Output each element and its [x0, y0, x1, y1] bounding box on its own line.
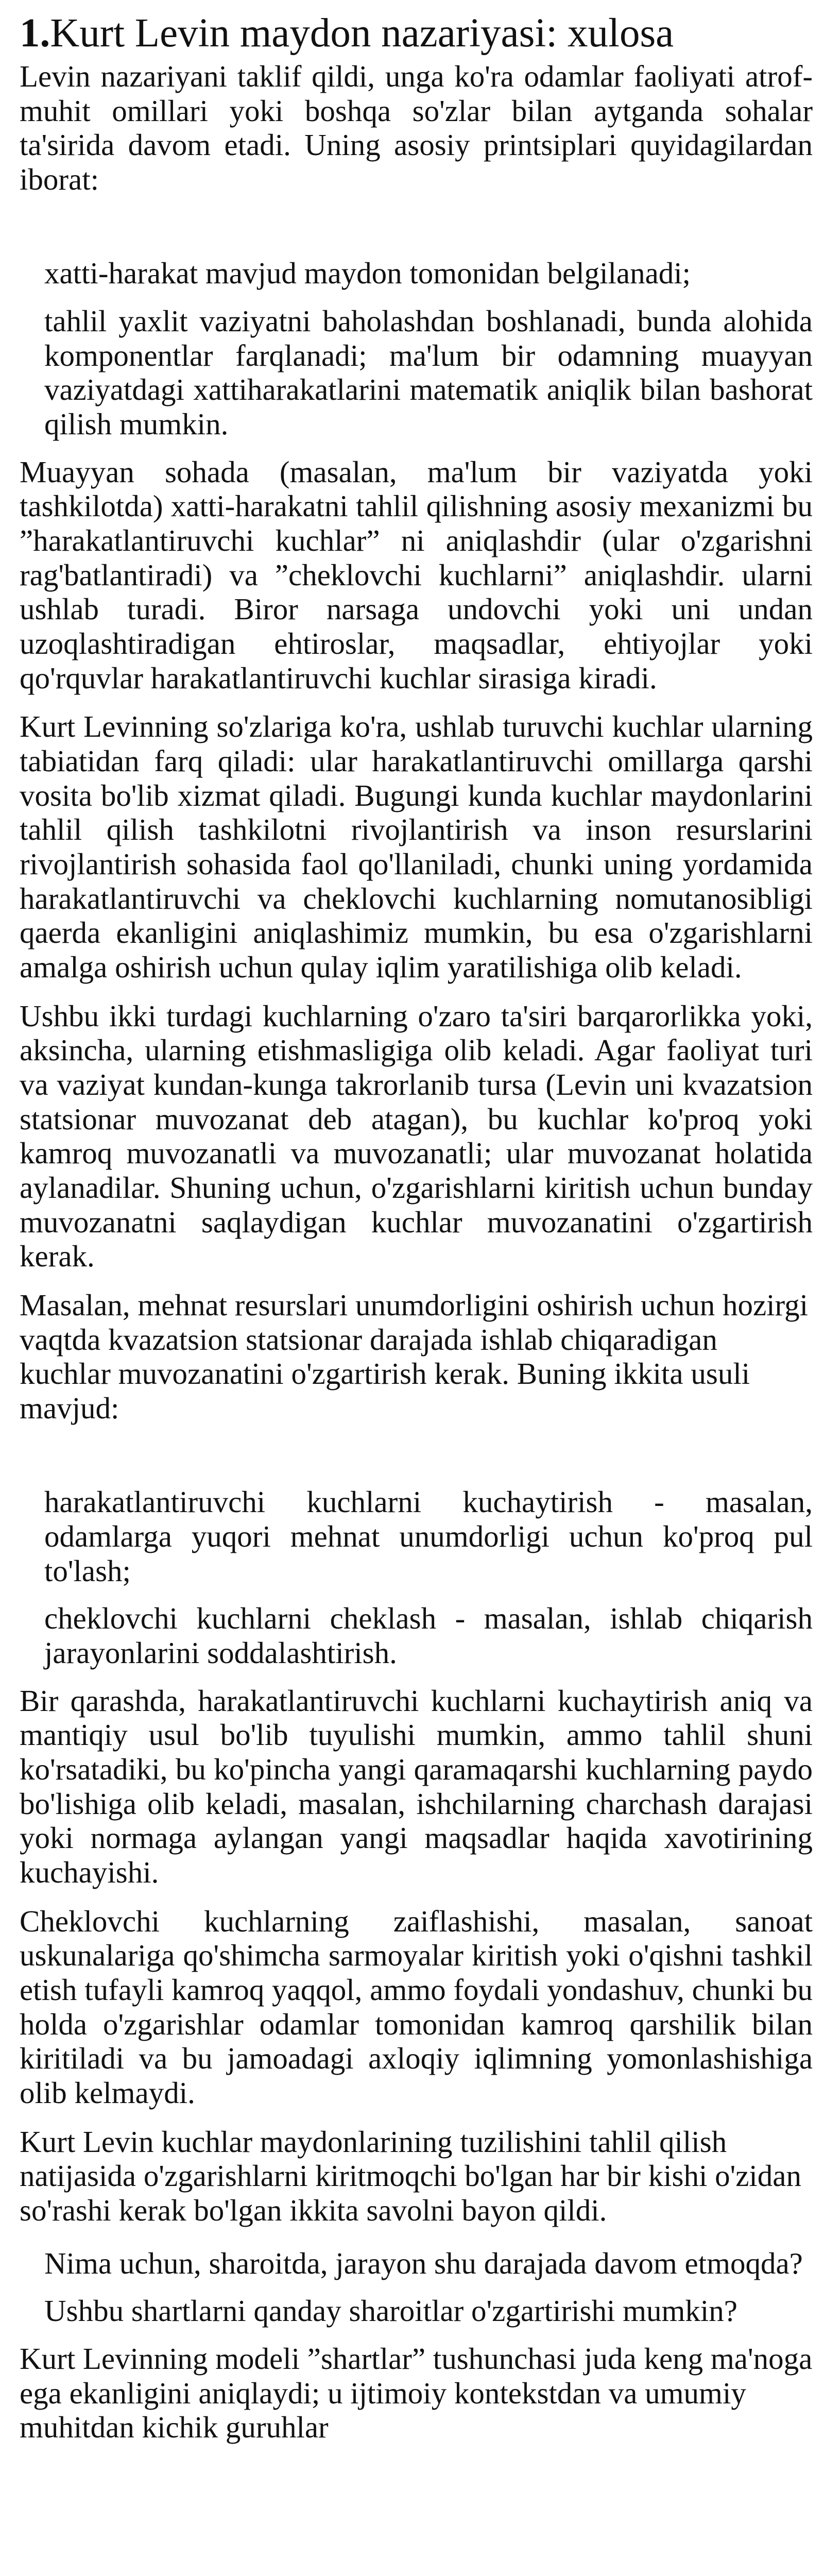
- first-glance-paragraph: Bir qarashda, harakatlantiruvchi kuchlarni kuchaytirish aniq va mantiqiy usul bo'lib tuyulishi mumkin, ammo tahlil shuni ko'rsatadiki, bu ko'pincha yangi qaramaqarshi kuchlarning paydo bo'lishiga olib keladi, masalan, ishchilarning charchash darajasi yoki normaga aylangan yangi maqsadlar haqida xavotirining kuchayishi.: [20, 1683, 813, 1890]
- question-item: Nima uchun, sharoitda, jarayon shu darajada davom etmoqda?: [44, 2246, 803, 2280]
- method-item: harakatlantiruvchi kuchlarni kuchaytirish - masalan, odamlarga yuqori mehnat unumdorligi uchun ko'proq pul to'lash;: [44, 1485, 813, 1588]
- principle-item: xatti-harakat mavjud maydon tomonidan belgilanadi;: [44, 256, 691, 291]
- title-text: Kurt Levin maydon nazariyasi: xulosa: [50, 11, 674, 56]
- page-title: [20, 10, 813, 57]
- weakening-paragraph: Cheklovchi kuchlarning zaiflashishi, masalan, sanoat uskunalariga qo'shimcha sarmoyalar kiritish yoki o'qishni tashkil etish tufayli kamroq yaqqol, ammo foydali yondashuv, chunki bu holda o'zgarishlar odamlar tomonidan kamroq qarshilik bilan kiritiladi va bu jamoadagi axloqiy iqlimning yomonlashishiga olib kelmaydi.: [20, 1904, 813, 2110]
- questions-intro-paragraph: Kurt Levin kuchlar maydonlarining tuzilishini tahlil qilish natijasida o'zgarishlarni kiritmoqchi bo'lgan har bir kishi o'zidan so'rashi kerak bo'lgan ikkita savolni bayon qildi.: [20, 2124, 801, 2227]
- method-item: cheklovchi kuchlarni cheklash - masalan, ishlab chiqarish jarayonlarini soddalashtirish.: [44, 1601, 813, 1670]
- questions-list: [20, 2246, 813, 2328]
- interaction-paragraph: Ushbu ikki turdagi kuchlarning o'zaro ta'siri barqarorlikka yoki, aksincha, ularning etishmasligiga olib keladi. Agar faoliyat turi va vaziyat kundan-kunga takrorlanib tursa (Levin uni kvazatsion statsionar muvozanat deb atagan), bu kuchlar ko'proq yoki kamroq muvozanatli va muvozanatli; ular muvozanat holatida aylanadilar. Shuning uchun, o'zgarishlarni kiritish uchun bunday muvozanatni saqlaydigan kuchlar muvozanatini o'zgartirish kerak.: [20, 998, 813, 1274]
- intro-paragraph: Levin nazariyani taklif qildi, unga ko'ra odamlar faoliyati atrof-muhit omillari yoki boshqa so'zlar bilan aytganda sohalar ta'sirida davom etadi. Uning asosiy printsiplari quyidagilardan iborat:: [20, 59, 813, 196]
- title-number: 1.: [20, 11, 50, 56]
- methods-list: [20, 1485, 813, 1670]
- principles-list: [20, 256, 813, 441]
- forces-paragraph: Muayyan sohada (masalan, ma'lum bir vaziyatda yoki tashkilotda) xatti-harakatni tahlil qilishning asosiy mexanizmi bu ”harakatlantiruvchi kuchlar” ni aniqlashdir (ular o'zgarishni rag'batlantiradi) va ”cheklovchi kuchlarni” aniqlashdir. ularni ushlab turadi. Biror narsaga undovchi yoki uni undan uzoqlashtiradigan ehtiroslar, maqsadlar, ehtiyojlar yoki qo'rquvlar harakatlantiruvchi kuchlar sirasiga kiradi.: [20, 454, 813, 695]
- principle-item: tahlil yaxlit vaziyatni baholashdan boshlanadi, bunda alohida komponentlar farqlanadi; ma'lum bir odamning muayyan vaziyatdagi xattiharakatlarini matematik aniqlik bilan bashorat qilish mumkin.: [44, 304, 813, 442]
- question-item: Ushbu shartlarni qanday sharoitlar o'zgartirishi mumkin?: [44, 2294, 737, 2328]
- example-paragraph: Masalan, mehnat resurslari unumdorligini oshirish uchun hozirgi vaqtda kvazatsion statsionar darajada ishlab chiqaradigan kuchlar muvozanatini o'zgartirish kerak. Buning ikkita usuli mavjud:: [20, 1287, 809, 1425]
- levin-words-paragraph: Kurt Levinning so'zlariga ko'ra, ushlab turuvchi kuchlar ularning tabiatidan farq qiladi: ular harakatlantiruvchi omillarga qarshi vosita bo'lib xizmat qiladi. Bugungi kunda kuchlar maydonlarini tahlil qilish tashkilotni rivojlantirish va inson resurslarini rivojlantirish sohasida faol qo'llaniladi, chunki uning yordamida harakatlantiruvchi va cheklovchi kuchlarning nomutanosibligi qaerda ekanligini aniqlashimiz mumkin, bu esa o'zgarishlarni amalga oshirish uchun qulay iqlim yaratilishiga olib keladi.: [20, 709, 813, 984]
- model-paragraph: Kurt Levinning modeli ”shartlar” tushunchasi juda keng ma'noga ega ekanligini aniqlaydi; u ijtimoiy kontekstdan va umumiy muhitdan kichik guruhlar: [20, 2341, 813, 2445]
